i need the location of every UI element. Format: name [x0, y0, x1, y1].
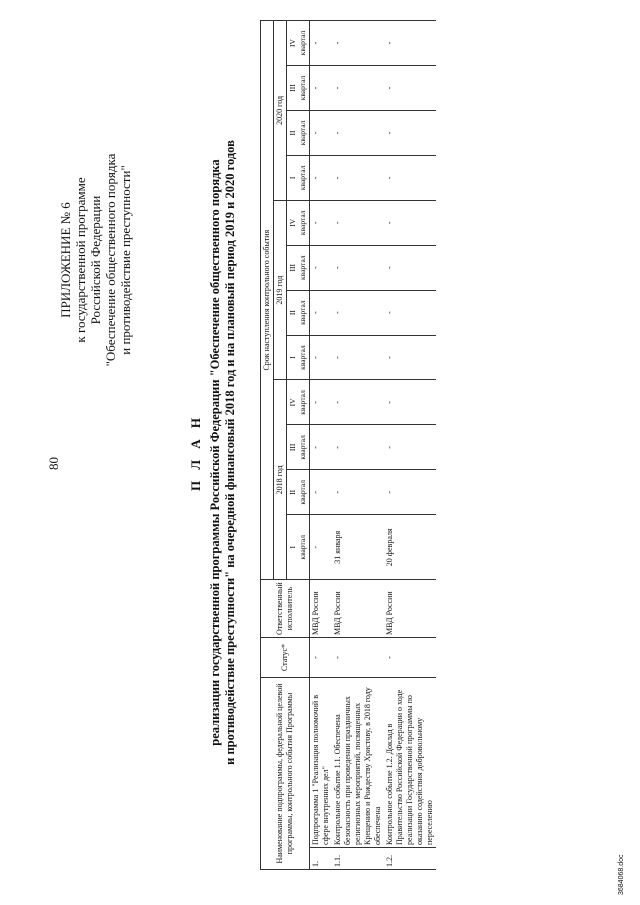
- header-year: 2019 год: [274, 200, 287, 380]
- quarter-cell: -: [384, 335, 436, 380]
- row-status: -: [384, 638, 436, 678]
- header-year: 2020 год: [274, 21, 287, 201]
- header-year: 2018 год: [274, 380, 287, 580]
- quarter-numeral: II: [288, 130, 297, 136]
- row-status: -: [310, 638, 333, 678]
- quarter-cell: -: [384, 470, 436, 515]
- header-executor: Ответственный исполнитель: [261, 580, 310, 638]
- row-number: 1.: [310, 848, 333, 870]
- row-executor: МВД России: [332, 580, 384, 638]
- plan-title: П Л А Н: [188, 413, 203, 492]
- quarter-cell: -: [332, 290, 384, 335]
- quarter-cell: -: [384, 21, 436, 66]
- quarter-cell: -: [310, 380, 333, 425]
- table-row: [384, 21, 436, 870]
- quarter-header: [287, 335, 310, 380]
- quarter-label: квартал: [298, 300, 307, 325]
- quarter-numeral: III: [288, 84, 297, 92]
- annex-line: "Обеспечение общественного порядка: [103, 153, 118, 367]
- quarter-numeral: II: [288, 310, 297, 316]
- quarter-cell: -: [332, 425, 384, 470]
- quarter-cell: -: [384, 380, 436, 425]
- quarter-numeral: IV: [288, 39, 297, 47]
- header-status: Статус*: [261, 638, 310, 678]
- quarter-label: квартал: [298, 165, 307, 191]
- quarter-header: [287, 66, 310, 111]
- quarter-cell: -: [310, 21, 333, 66]
- row-name: Подпрограмма 1 "Реализация полномочий в сфере внутренних дел": [310, 678, 333, 848]
- quarter-cell: -: [310, 200, 333, 245]
- quarter-cell: -: [384, 290, 436, 335]
- quarter-cell: -: [384, 66, 436, 111]
- quarter-cell: -: [332, 66, 384, 111]
- table-row: [310, 21, 333, 870]
- quarter-label: квартал: [298, 255, 307, 280]
- row-name: Контрольное событие 1.2. Доклад в Правительство Российской Федерации о ходе реализации Государственной программы по оказанию содействия добровольному переселению: [384, 678, 436, 848]
- quarter-numeral: IV: [288, 218, 297, 227]
- quarter-numeral: I: [288, 356, 297, 359]
- annex-line: Российской Федерации: [88, 195, 103, 325]
- quarter-header: [287, 110, 310, 155]
- quarter-label: квартал: [298, 120, 307, 146]
- quarter-label: квартал: [298, 435, 307, 460]
- quarter-header: [287, 21, 310, 66]
- row-name: Контрольное событие 1.1. Обеспечена безопасность при проведении праздничных религиозных мероприятий, посвященных Крещению и Рождеству Христову, в 2018 году обеспечена: [332, 678, 384, 848]
- quarter-numeral: III: [288, 263, 297, 272]
- quarter-cell: 20 февраля: [384, 515, 436, 580]
- row-number: 1.1.: [332, 848, 384, 870]
- annex-line: ПРИЛОЖЕНИЕ № 6: [58, 202, 73, 318]
- quarter-cell: -: [384, 110, 436, 155]
- quarter-header: [287, 155, 310, 200]
- quarter-cell: -: [310, 66, 333, 111]
- quarter-cell: -: [310, 290, 333, 335]
- page-number: 80: [46, 457, 61, 470]
- quarter-cell: -: [384, 425, 436, 470]
- quarter-cell: -: [332, 21, 384, 66]
- quarter-cell: -: [332, 470, 384, 515]
- quarter-header: [287, 245, 310, 290]
- quarter-numeral: I: [288, 546, 297, 549]
- row-status: -: [332, 638, 384, 678]
- quarter-cell: -: [384, 200, 436, 245]
- plan-table-body: [310, 21, 437, 870]
- quarter-label: квартал: [298, 75, 307, 101]
- quarter-cell: -: [310, 155, 333, 200]
- quarter-cell: -: [310, 335, 333, 380]
- quarter-numeral: II: [288, 489, 297, 495]
- table-row: [332, 21, 384, 870]
- row-executor: МВД России: [384, 580, 436, 638]
- quarter-header: [287, 290, 310, 335]
- quarter-label: квартал: [298, 345, 307, 370]
- quarter-cell: -: [310, 470, 333, 515]
- quarter-header: [287, 200, 310, 245]
- quarter-cell: -: [384, 155, 436, 200]
- plan-subtitle-line: и противодействие преступности" на очередной финансовый 2018 год и на плановый период 2019 и 2020 годов: [223, 140, 237, 765]
- quarter-cell: -: [310, 515, 333, 580]
- plan-subtitle: [208, 0, 238, 905]
- quarter-label: квартал: [298, 390, 307, 415]
- quarter-label: квартал: [298, 30, 307, 56]
- quarter-cell: -: [310, 245, 333, 290]
- quarter-header: [287, 515, 310, 580]
- quarter-numeral: IV: [288, 398, 297, 407]
- quarter-label: квартал: [298, 480, 307, 505]
- quarter-cell: -: [384, 245, 436, 290]
- quarter-cell: -: [332, 110, 384, 155]
- document-code: 3684068.doc: [618, 854, 625, 895]
- plan-table: [260, 20, 436, 870]
- quarter-cell: -: [332, 245, 384, 290]
- annex-block: [58, 110, 133, 410]
- quarter-header: [287, 470, 310, 515]
- row-number: 1.2.: [384, 848, 436, 870]
- quarter-cell: -: [332, 380, 384, 425]
- header-deadline: Срок наступления контрольного события: [261, 21, 274, 580]
- quarter-cell: -: [310, 425, 333, 470]
- annex-line: и противодействие преступности": [118, 165, 133, 355]
- quarter-cell: -: [332, 155, 384, 200]
- quarter-label: квартал: [298, 535, 307, 560]
- row-executor: МВД России: [310, 580, 333, 638]
- quarter-numeral: III: [288, 443, 297, 452]
- quarter-cell: -: [332, 200, 384, 245]
- plan-subtitle-line: реализации государственной программы Российской Федерации "Обеспечение общественного порядка: [208, 159, 222, 746]
- quarter-cell: -: [332, 335, 384, 380]
- quarter-numeral: I: [288, 176, 297, 180]
- header-name: Наименование подпрограммы, федеральной целевой программы, контрольного события Программы: [261, 678, 310, 870]
- annex-line: к государственной программе: [73, 177, 88, 343]
- quarter-cell: -: [310, 110, 333, 155]
- quarter-label: квартал: [298, 210, 307, 236]
- quarter-cell: 31 января: [332, 515, 384, 580]
- quarter-header: [287, 380, 310, 425]
- quarter-header: [287, 425, 310, 470]
